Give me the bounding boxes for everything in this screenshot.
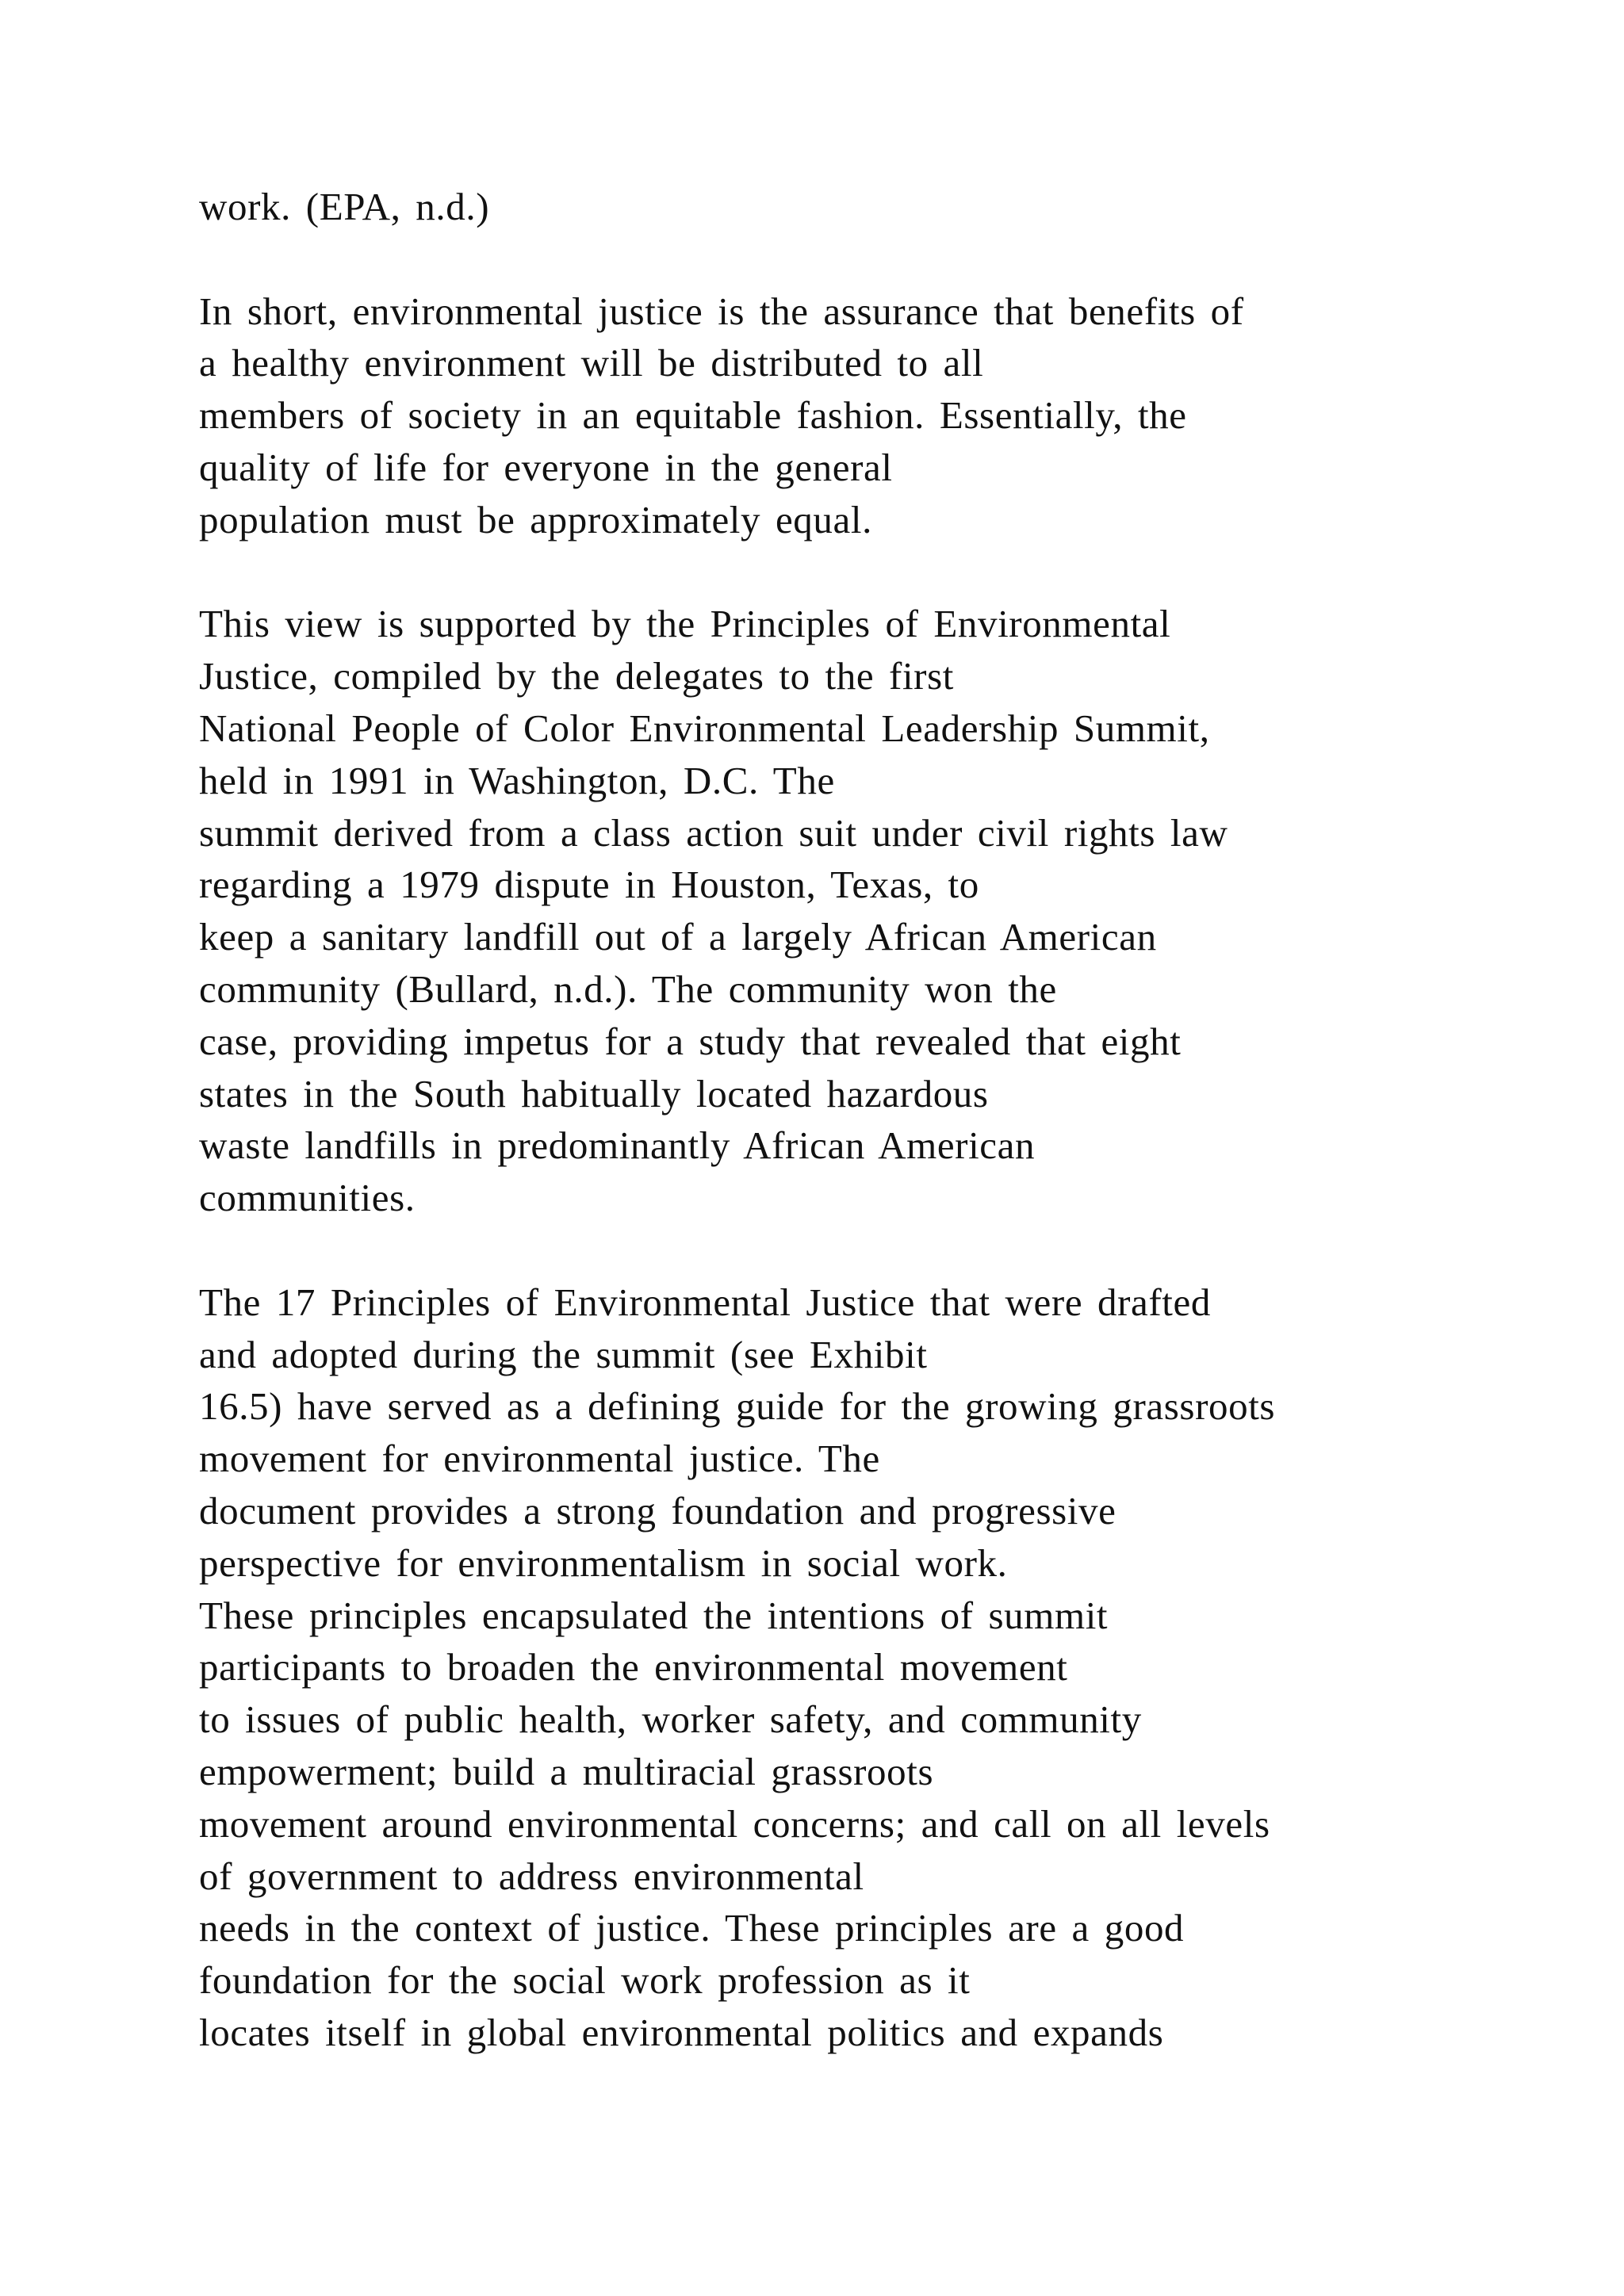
text-line: This view is supported by the Principles of Environmental — [199, 602, 1171, 646]
text-line: empowerment; build a multiracial grassroots — [199, 1749, 934, 1793]
text-line: In short, environmental justice is the assurance that benefits of — [199, 289, 1244, 333]
text-line: members of society in an equitable fashion. Essentially, the — [199, 393, 1187, 438]
text-line: movement for environmental justice. The — [199, 1437, 880, 1481]
text-line: and adopted during the summit (see Exhibit — [199, 1332, 928, 1376]
text-line: keep a sanitary landfill out of a largely African American — [199, 915, 1157, 959]
text-line: 16.5) have served as a defining guide for the growing grassroots — [199, 1384, 1276, 1429]
paragraph-3 — [199, 598, 1547, 1224]
text-line: of government to address environmental — [199, 1854, 864, 1898]
text-line: locates itself in global environmental politics and expands — [199, 2010, 1164, 2054]
paragraph-gap — [199, 233, 1547, 285]
text-line: case, providing impetus for a study that revealed that eight — [199, 1019, 1182, 1063]
text-line: a healthy environment will be distributed to all — [199, 341, 984, 385]
paragraph-gap — [199, 546, 1547, 599]
text-line: participants to broaden the environmental movement — [199, 1645, 1068, 1689]
paragraph-gap — [199, 1224, 1547, 1276]
paragraph-4 — [199, 1276, 1547, 2059]
text-line: These principles encapsulated the intentions of summit — [199, 1593, 1109, 1637]
text-line: summit derived from a class action suit under civil rights law — [199, 810, 1228, 855]
text-line: to issues of public health, worker safety, and community — [199, 1697, 1142, 1742]
document-body — [199, 181, 1547, 2059]
text-line: regarding a 1979 dispute in Houston, Texas, to — [199, 863, 979, 907]
text-line: foundation for the social work profession as it — [199, 1958, 971, 2003]
text-line: waste landfills in predominantly African American — [199, 1123, 1036, 1168]
text-line: National People of Color Environmental Leadership Summit, — [199, 706, 1210, 750]
text-line: population must be approximately equal. — [199, 497, 872, 541]
text-line: needs in the context of justice. These principles are a good — [199, 1906, 1185, 1950]
text-line: movement around environmental concerns; and call on all levels — [199, 1801, 1270, 1846]
text-line: held in 1991 in Washington, D.C. The — [199, 758, 835, 802]
text-line: quality of life for everyone in the general — [199, 445, 893, 489]
paragraph-2 — [199, 285, 1547, 546]
text-line: community (Bullard, n.d.). The community won the — [199, 966, 1057, 1011]
text-line: perspective for environmentalism in social work. — [199, 1540, 1008, 1585]
text-line: document provides a strong foundation and progressive — [199, 1488, 1116, 1533]
text-line: Justice, compiled by the delegates to the first — [199, 654, 954, 698]
text-line: The 17 Principles of Environmental Justice that were drafted — [199, 1280, 1211, 1324]
text-line: states in the South habitually located hazardous — [199, 1071, 989, 1115]
text-line: communities. — [199, 1176, 416, 1220]
text-line: work. (EPA, n.d.) — [199, 185, 490, 228]
paragraph-1 — [199, 181, 1547, 233]
